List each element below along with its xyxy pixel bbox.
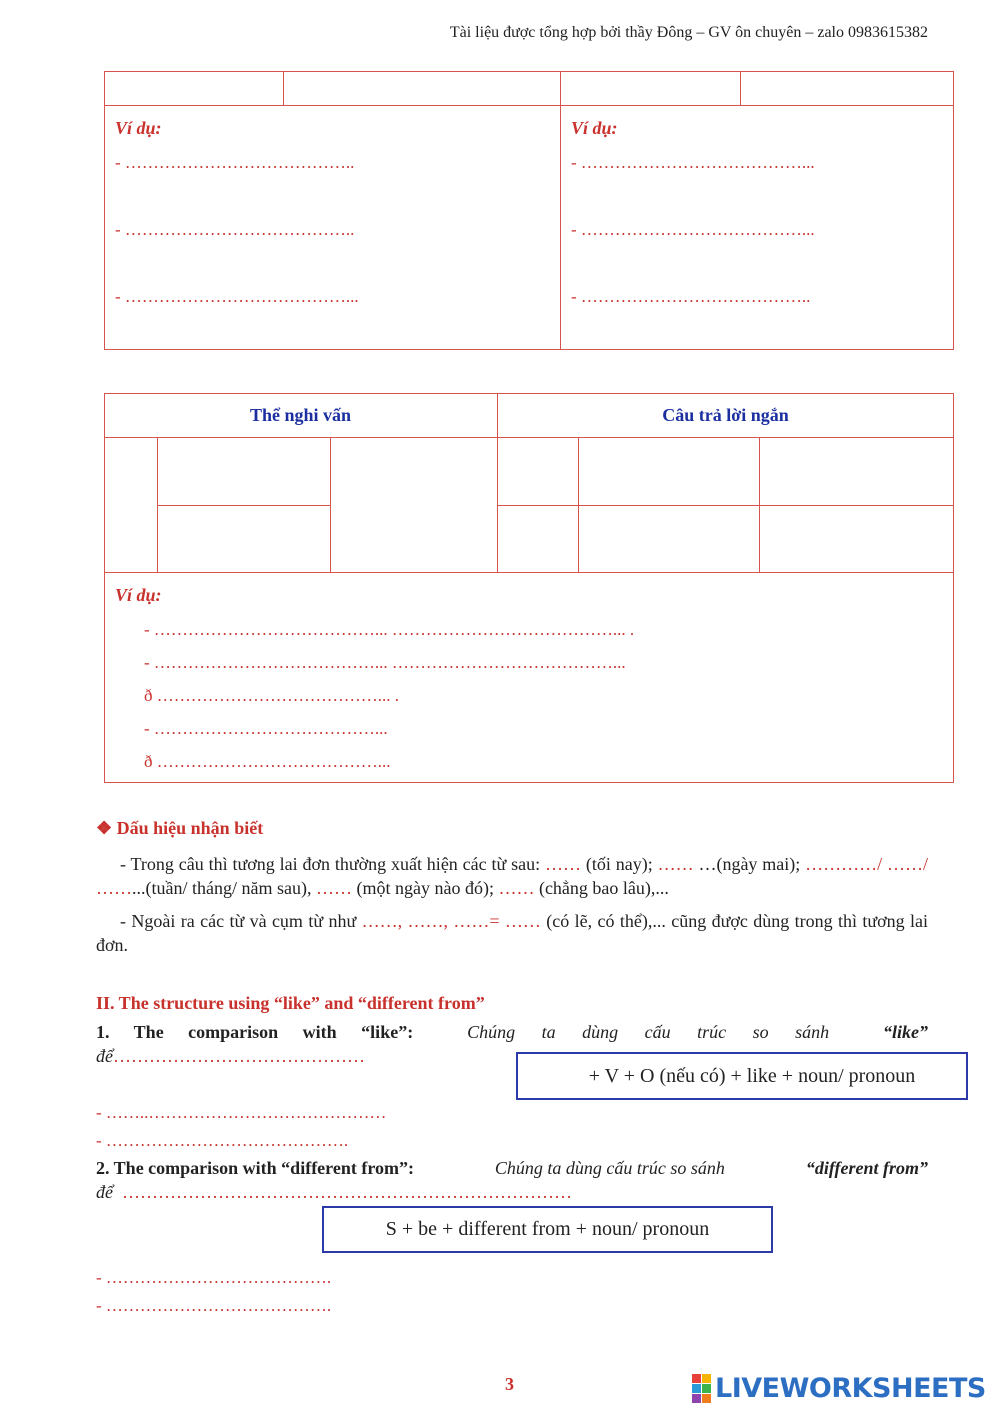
answer-line[interactable]: - …………………………………..: [115, 153, 355, 172]
blank[interactable]: ……: [544, 854, 581, 874]
column-header-interrogative: Thể nghi vấn: [249, 405, 352, 425]
table-1-border: [104, 71, 954, 350]
like-purpose-line: để……………………………………: [96, 1046, 365, 1066]
example-label: Ví dụ:: [115, 118, 162, 138]
liveworksheets-logo: [692, 1373, 986, 1404]
different-purpose-line: để …………………………………………………………………: [96, 1182, 572, 1202]
like-formula: + V + O (nếu có) + like + noun/ pronoun: [588, 1064, 916, 1087]
signs-paragraph-1: - Trong câu thì tương lai đơn thường xuất hiện các từ sau: …… (tối nay); …… …(ngày mai); …………/ ……/ ……...(tuần/ tháng/ năm sau), …… (một ngày nào đó); …… (chẳng bao lâu),...: [96, 854, 929, 899]
logo-text: LIVEWORKSHEETS: [715, 1373, 986, 1404]
answer-line[interactable]: - ………………………………….: [96, 1296, 332, 1315]
signs-paragraph-2: - Ngoài ra các từ và cụm từ như ……, ……, ……= …… (có lẽ, có thể),... cũng được dùng trong thì tương lai đơn.: [96, 911, 929, 956]
blank[interactable]: ……………………………………: [113, 1046, 365, 1066]
answer-line[interactable]: ð …………………………………...: [144, 752, 391, 771]
answer-line[interactable]: - …………………………………….: [96, 1131, 349, 1150]
blank[interactable]: ……: [315, 878, 352, 899]
blank[interactable]: …………/ ……/ ……: [96, 854, 929, 899]
like-heading-row: 1. The comparison with “like”: Chúng ta dùng cấu trúc so sánh “like”: [96, 1022, 928, 1042]
answer-line[interactable]: - …………………………………..: [115, 220, 355, 239]
logo-blocks-icon: [692, 1374, 711, 1403]
signs-title: ❖ Dấu hiệu nhận biết: [96, 818, 264, 838]
answer-line[interactable]: ð …………………………………... .: [144, 686, 399, 705]
answer-line[interactable]: - ………………………………….: [96, 1268, 332, 1287]
blank[interactable]: ……: [657, 854, 694, 874]
different-heading: 2. The comparison with “different from”:: [96, 1158, 414, 1178]
like-heading: 1. The comparison with “like”:: [96, 1022, 414, 1042]
example-label: Ví dụ:: [115, 585, 162, 605]
section-2-title: II. The structure using “like” and “different from”: [96, 993, 485, 1013]
header-note: Tài liệu được tổng hợp bởi thầy Đông – GV ôn chuyên – zalo 0983615382: [449, 24, 928, 41]
blank[interactable]: ……: [498, 878, 535, 899]
answer-line[interactable]: - …………………………………... …………………………………... .: [144, 620, 635, 639]
different-formula: S + be + different from + noun/ pronoun: [385, 1218, 710, 1240]
answer-line[interactable]: - …………………………………..: [571, 287, 811, 306]
answer-line[interactable]: - …………………………………...: [144, 719, 388, 738]
blank[interactable]: ……, ……, ……= ……: [361, 911, 541, 931]
blank[interactable]: …………………………………………………………………: [122, 1182, 572, 1202]
column-header-short-answer: Câu trả lời ngắn: [662, 405, 789, 425]
answer-line[interactable]: - …………………………………...: [115, 287, 359, 306]
answer-line[interactable]: - …………………………………... …………………………………...: [144, 653, 626, 672]
like-formula-box: [516, 1052, 968, 1100]
page-number: 3: [505, 1374, 514, 1394]
example-label: Ví dụ:: [571, 118, 618, 138]
answer-line[interactable]: - ……..……………………………………: [96, 1103, 387, 1122]
answer-line[interactable]: - …………………………………...: [571, 220, 815, 239]
answer-line[interactable]: - …………………………………...: [571, 153, 815, 172]
different-heading-row: 2. The comparison with “different from”: Chúng ta dùng cấu trúc so sánh “different from”: [96, 1158, 928, 1178]
different-formula-box: [322, 1206, 773, 1253]
